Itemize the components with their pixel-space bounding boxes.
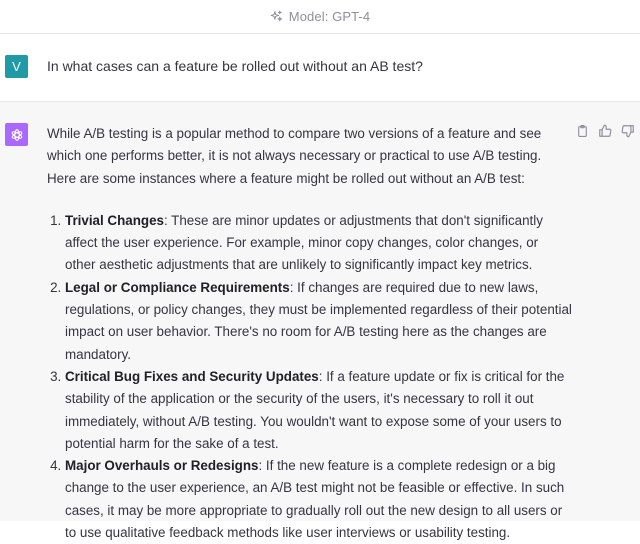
message-actions [575, 124, 635, 138]
assistant-list [47, 210, 572, 544]
list-item-body: : If a feature update or fix is critical for the stability of the application or the security of the users, it's necessary to roll it out immediately, without A/B testing. You wouldn't want to expose some of your users to potential harm for the sake of a test. [65, 368, 565, 451]
list-item [65, 366, 572, 455]
list-item-title: Critical Bug Fixes and Security Updates [65, 368, 319, 384]
list-item-title: Major Overhauls or Redesigns [65, 458, 259, 474]
list-item [65, 277, 572, 366]
model-label: Model: GPT-4 [288, 9, 371, 24]
assistant-message-row [0, 102, 640, 541]
user-message-text: In what cases can a feature be rolled out without an AB test? [47, 58, 423, 74]
list-item-title: Legal or Compliance Requirements [65, 279, 290, 295]
list-item-title: Trivial Changes [65, 212, 164, 228]
openai-logo-icon [5, 123, 28, 146]
thumbs-down-icon[interactable] [621, 124, 635, 138]
list-item [65, 455, 572, 544]
list-item-body: : These are minor updates or adjustments that don't significantly affect the user experience. For example, minor copy changes, color changes, or other aesthetic adjustments that are unlikely to significantly impact key metrics. [65, 212, 543, 273]
list-item-body: : If changes are required due to new laws, regulations, or policy changes, they must be implemented regardless of their potential impact on user behavior. There's no room for A/B testing here as the changes are mandatory. [65, 279, 572, 362]
clipboard-icon[interactable] [575, 124, 589, 138]
user-avatar: V [5, 55, 28, 78]
thumbs-up-icon[interactable] [598, 124, 612, 138]
user-message-row [0, 34, 640, 102]
assistant-intro: While A/B testing is a popular method to compare two versions of a feature and see which one performs better, it is not always necessary or practical to use A/B testing. Here are some instances where a feature might be rolled out without an A/B test: [47, 126, 542, 186]
list-item [65, 210, 572, 277]
model-header [0, 0, 640, 34]
assistant-message-content [47, 123, 572, 544]
sparkle-icon [270, 10, 283, 23]
list-item-body: : If the new feature is a complete redesign or a big change to the user experience, an A/B test might not be feasible or effective. In such cases, it may be more appropriate to gradually roll out the new design to all users or to use qualitative feedback methods like user interviews or usability testing. [65, 458, 565, 541]
